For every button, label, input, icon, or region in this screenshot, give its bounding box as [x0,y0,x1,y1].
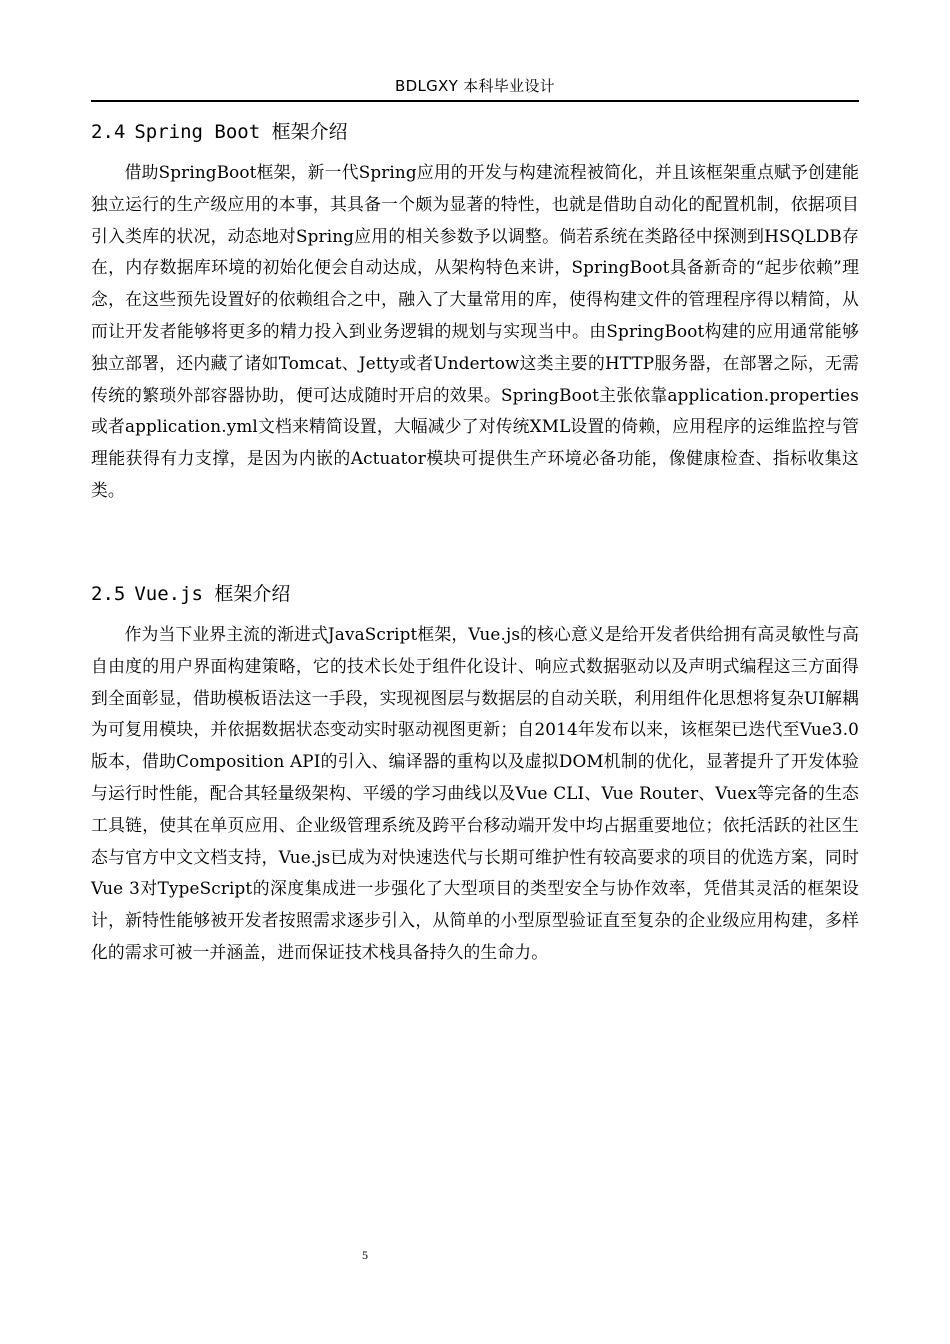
section-title: Vue.js 框架介绍 [134,583,291,605]
section-heading-2-5 [91,580,859,608]
running-header: BDLGXY 本科毕业设计 [395,77,555,95]
body-paragraph-spring-boot: 借助SpringBoot框架，新一代Spring应用的开发与构建流程被简化，并且该框架重点赋予创建能独立运行的生产级应用的本事，其具备一个颇为显著的特性，也就是借助自动化的配置机制，依据项目引入类库的状况，动态地对Spring应用的相关参数予以调整。倘若系统在类路径中探测到HSQLDB存在，内存数据库环境的初始化便会自动达成，从架构特色来讲，SpringBoot具备新奇的“起步依赖”理念，在这些预先设置好的依赖组合之中，融入了大量常用的库，使得构建文件的管理程序得以精简，从而让开发者能够将更多的精力投入到业务逻辑的规划与实现当中。由SpringBoot构建的应用通常能够独立部署，还内藏了诸如Tomcat、Jetty或者Undertow这类主要的HTTP服务器，在部署之际，无需传统的繁琐外部容器协助，便可达成随时开启的效果。SpringBoot主张依靠application.properties或者application.yml文档来精简设置，大幅减少了对传统XML设置的倚赖，应用程序的运维监控与管理能获得有力支撑，是因为内嵌的Actuator模块可提供生产环境必备功能，像健康检查、指标收集这类。 [91,162,859,500]
section-heading-2-4 [91,118,859,146]
body-paragraph-vue-js: 作为当下业界主流的渐进式JavaScript框架，Vue.js的核心意义是给开发者供给拥有高灵敏性与高自由度的用户界面构建策略，它的技术长处于组件化设计、响应式数据驱动以及声明式编程这三方面得到全面彰显，借助模板语法这一手段，实现视图层与数据层的自动关联，利用组件化思想将复杂UI解耦为可复用模块，并依据数据状态变动实时驱动视图更新；自2014年发布以来，该框架已迭代至Vue3.0版本，借助Composition API的引入、编译器的重构以及虚拟DOM机制的优化，显著提升了开发体验与运行时性能，配合其轻量级架构、平缓的学习曲线以及Vue CLI、Vue Router、Vuex等完备的生态工具链，使其在单页应用、企业级管理系统及跨平台移动端开发中均占据重要地位；依托活跃的社区生态与官方中文文档支持，Vue.js已成为对快速迭代与长期可维护性有较高要求的项目的优选方案，同时Vue 3对TypeScript的深度集成进一步强化了大型项目的类型安全与协作效率，凭借其灵活的框架设计，新特性能够被开发者按照需求逐步引入，从简单的小型原型验证直至复杂的企业级应用构建，多样化的需求可被一并涵盖，进而保证技术栈具备持久的生命力。 [91,624,859,962]
section-title: Spring Boot 框架介绍 [134,121,348,143]
section-number: 2.5 [91,583,126,605]
section-number: 2.4 [91,121,126,143]
page-number: 5 [362,1248,368,1262]
header-divider [91,100,859,102]
